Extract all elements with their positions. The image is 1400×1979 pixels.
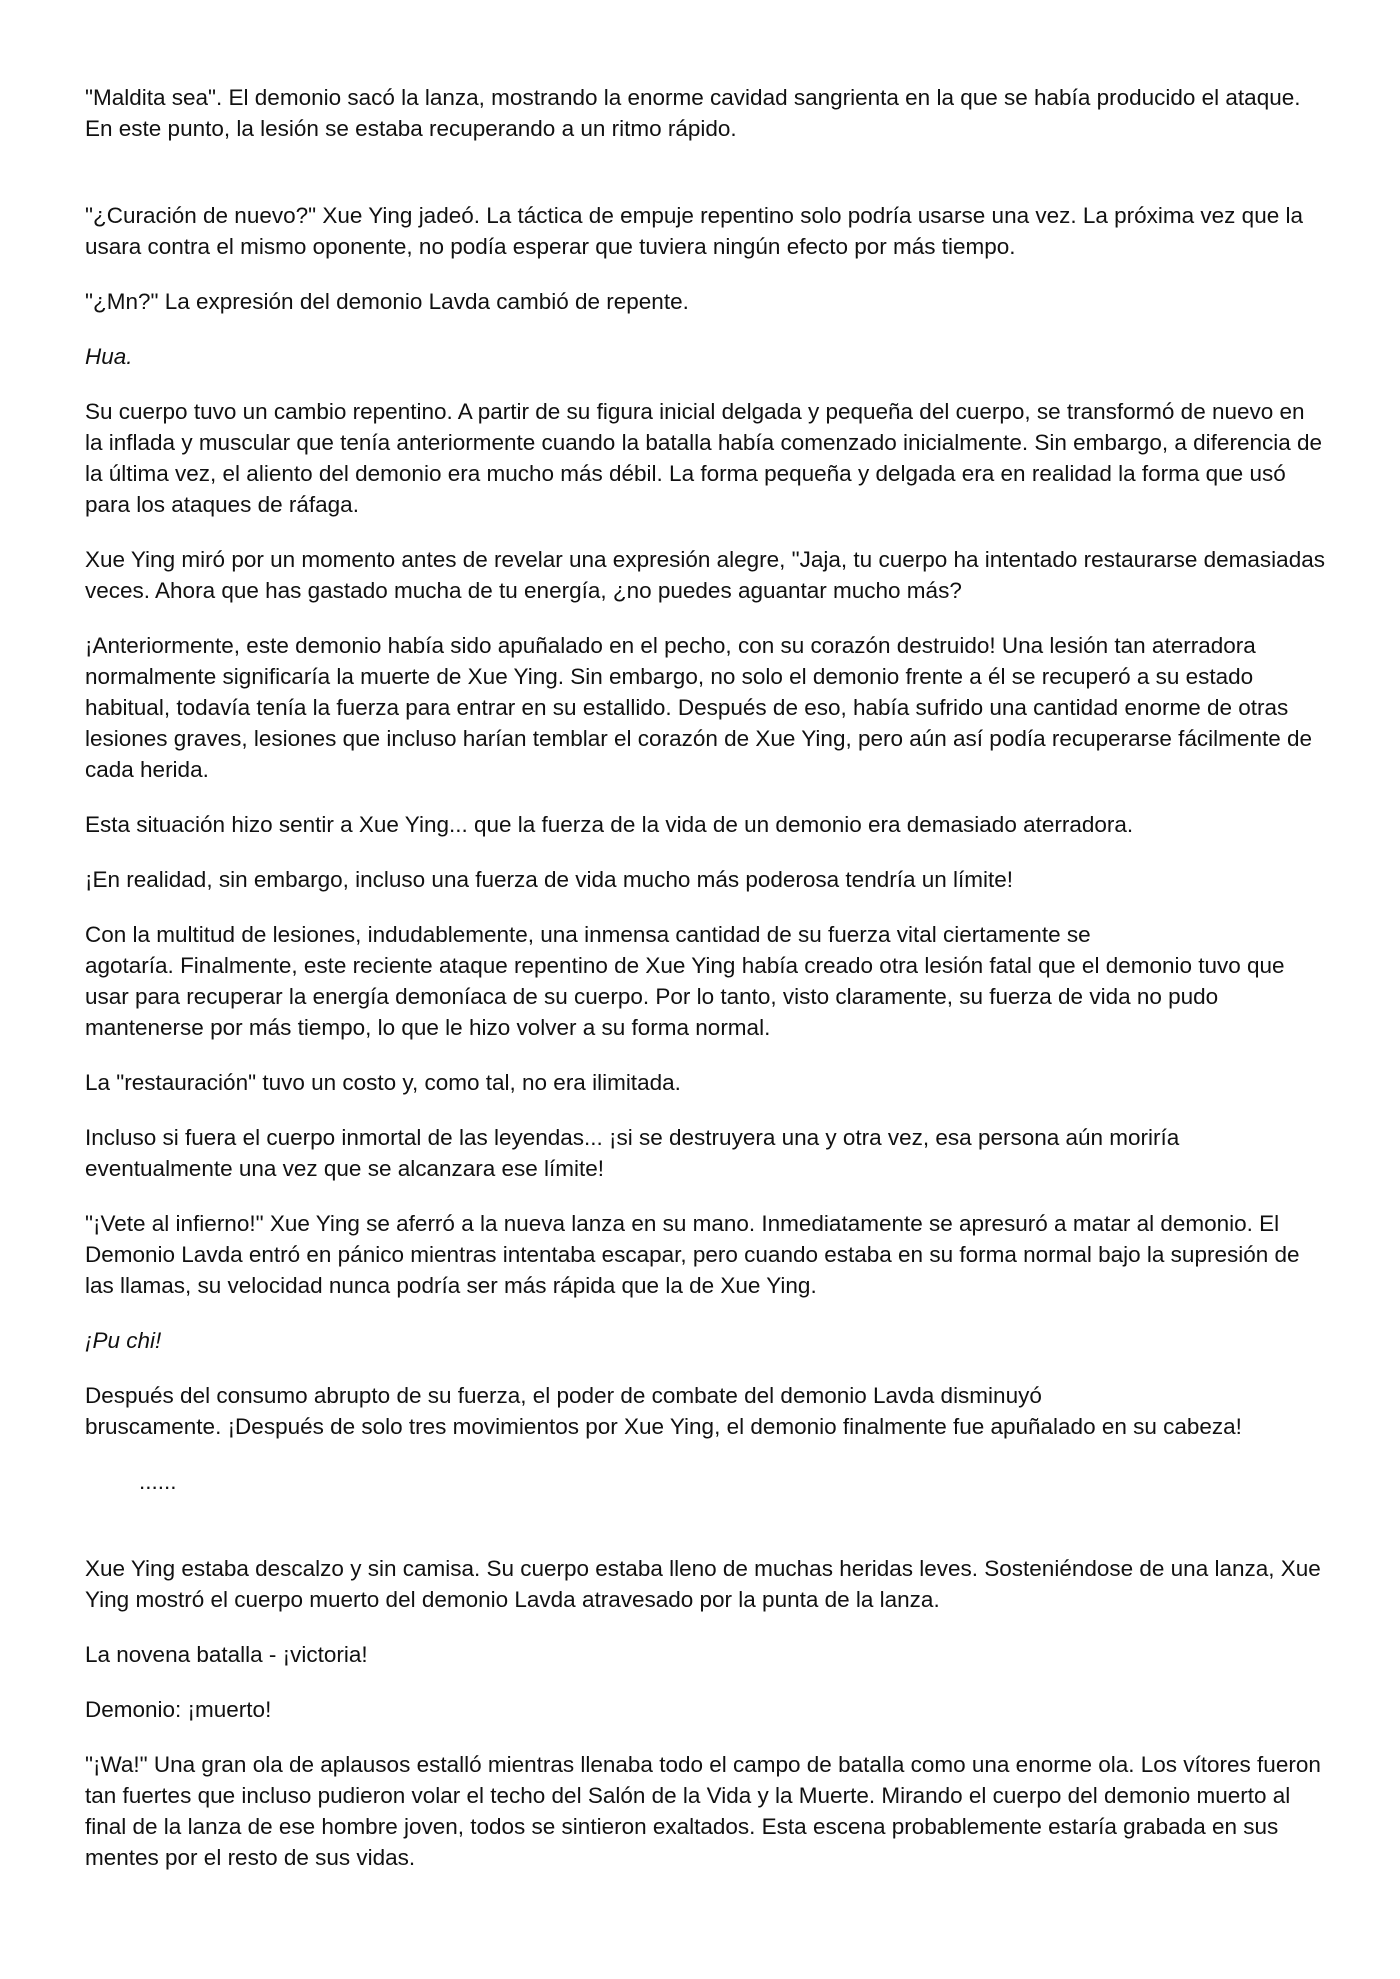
- paragraph: "¡Vete al infierno!" Xue Ying se aferró a la nueva lanza en su mano. Inmediatamente se apresuró a matar al demonio. El Demonio Lavda entró en pánico mientras intentaba escapar, pero cuando estaba en su forma normal bajo la supresión de las llamas, su velocidad nunca podría ser más rápida que la de Xue Ying.: [85, 1211, 1300, 1298]
- paragraph: Su cuerpo tuvo un cambio repentino. A partir de su figura inicial delgada y pequeña del cuerpo, se transformó de nuevo en la inflada y muscular que tenía anteriormente cuando la batalla había comenzado inicialmente. Sin embargo, a diferencia de la última vez, el aliento del demonio era mucho más débil. La forma pequeña y delgada era en realidad la forma que usó para los ataques de ráfaga.: [85, 399, 1323, 517]
- paragraph: Incluso si fuera el cuerpo inmortal de las leyendas... ¡si se destruyera una y otra vez, esa persona aún moriría eventualmente una vez que se alcanzara ese límite!: [85, 1125, 1180, 1181]
- paragraph: Xue Ying estaba descalzo y sin camisa. Su cuerpo estaba lleno de muchas heridas leves. Sosteniéndose de una lanza, Xue Ying mostró el cuerpo muerto del demonio Lavda atravesado por la punta de la lanza.: [85, 1556, 1321, 1612]
- paragraph: bruscamente. ¡Después de solo tres movimientos por Xue Ying, el demonio finalmente fue apuñalado en su cabeza!: [85, 1414, 1242, 1439]
- paragraph: Xue Ying miró por un momento antes de revelar una expresión alegre, "Jaja, tu cuerpo ha intentado restaurarse demasiadas veces. Ahora que has gastado mucha de tu energía, ¿no puedes aguantar mucho más?: [85, 547, 1325, 603]
- paragraph: Esta situación hizo sentir a Xue Ying... que la fuerza de la vida de un demonio era demasiado aterradora.: [85, 812, 1134, 837]
- paragraph: Con la multitud de lesiones, indudablemente, una inmensa cantidad de su fuerza vital ciertamente se: [85, 922, 1091, 947]
- paragraph: ¡Anteriormente, este demonio había sido apuñalado en el pecho, con su corazón destruido! Una lesión tan aterradora normalmente significaría la muerte de Xue Ying. Sin embargo, no solo el demonio frente a él se recuperó a su estado habitual, todavía tenía la fuerza para entrar en su estallido. Después de eso, había sufrido una cantidad enorme de otras lesiones graves, lesiones que incluso harían temblar el corazón de Xue Ying, pero aún así podía recuperarse fácilmente de cada herida.: [85, 633, 1312, 782]
- paragraph: "¿Curación de nuevo?" Xue Ying jadeó. La táctica de empuje repentino solo podría usarse una vez. La próxima vez que la usara contra el mismo oponente, no podía esperar que tuviera ningún efecto por más tiempo.: [85, 203, 1303, 259]
- document-page: [85, 82, 1325, 1897]
- paragraph: ¡En realidad, sin embargo, incluso una fuerza de vida mucho más poderosa tendría un límite!: [85, 867, 1014, 892]
- paragraph: La "restauración" tuvo un costo y, como tal, no era ilimitada.: [85, 1070, 681, 1095]
- paragraph-sound-effect: ¡Pu chi!: [85, 1328, 162, 1353]
- paragraph: "¡Wa!" Una gran ola de aplausos estalló mientras llenaba todo el campo de batalla como una enorme ola. Los vítores fueron tan fuertes que incluso pudieron volar el techo del Salón de la Vida y la Muerte. Mirando el cuerpo del demonio muerto al final de la lanza de ese hombre joven, todos se sintieron exaltados. Esta escena probablemente estaría grabada en sus mentes por el resto de sus vidas.: [85, 1752, 1321, 1870]
- paragraph: Demonio: ¡muerto!: [85, 1697, 272, 1722]
- paragraph: agotaría. Finalmente, este reciente ataque repentino de Xue Ying había creado otra lesión fatal que el demonio tuvo que usar para recuperar la energía demoníaca de su cuerpo. Por lo tanto, visto claramente, su fuerza de vida no pudo mantenerse por más tiempo, lo que le hizo volver a su forma normal.: [85, 953, 1285, 1040]
- section-separator: ......: [139, 1469, 177, 1494]
- paragraph: Después del consumo abrupto de su fuerza, el poder de combate del demonio Lavda disminuyó: [85, 1383, 1042, 1408]
- paragraph: "¿Mn?" La expresión del demonio Lavda cambió de repente.: [85, 289, 689, 314]
- paragraph: La novena batalla - ¡victoria!: [85, 1642, 368, 1667]
- paragraph: "Maldita sea". El demonio sacó la lanza, mostrando la enorme cavidad sangrienta en la que se había producido el ataque. En este punto, la lesión se estaba recuperando a un ritmo rápido.: [85, 85, 1301, 141]
- paragraph-sound-effect: Hua.: [85, 344, 133, 369]
